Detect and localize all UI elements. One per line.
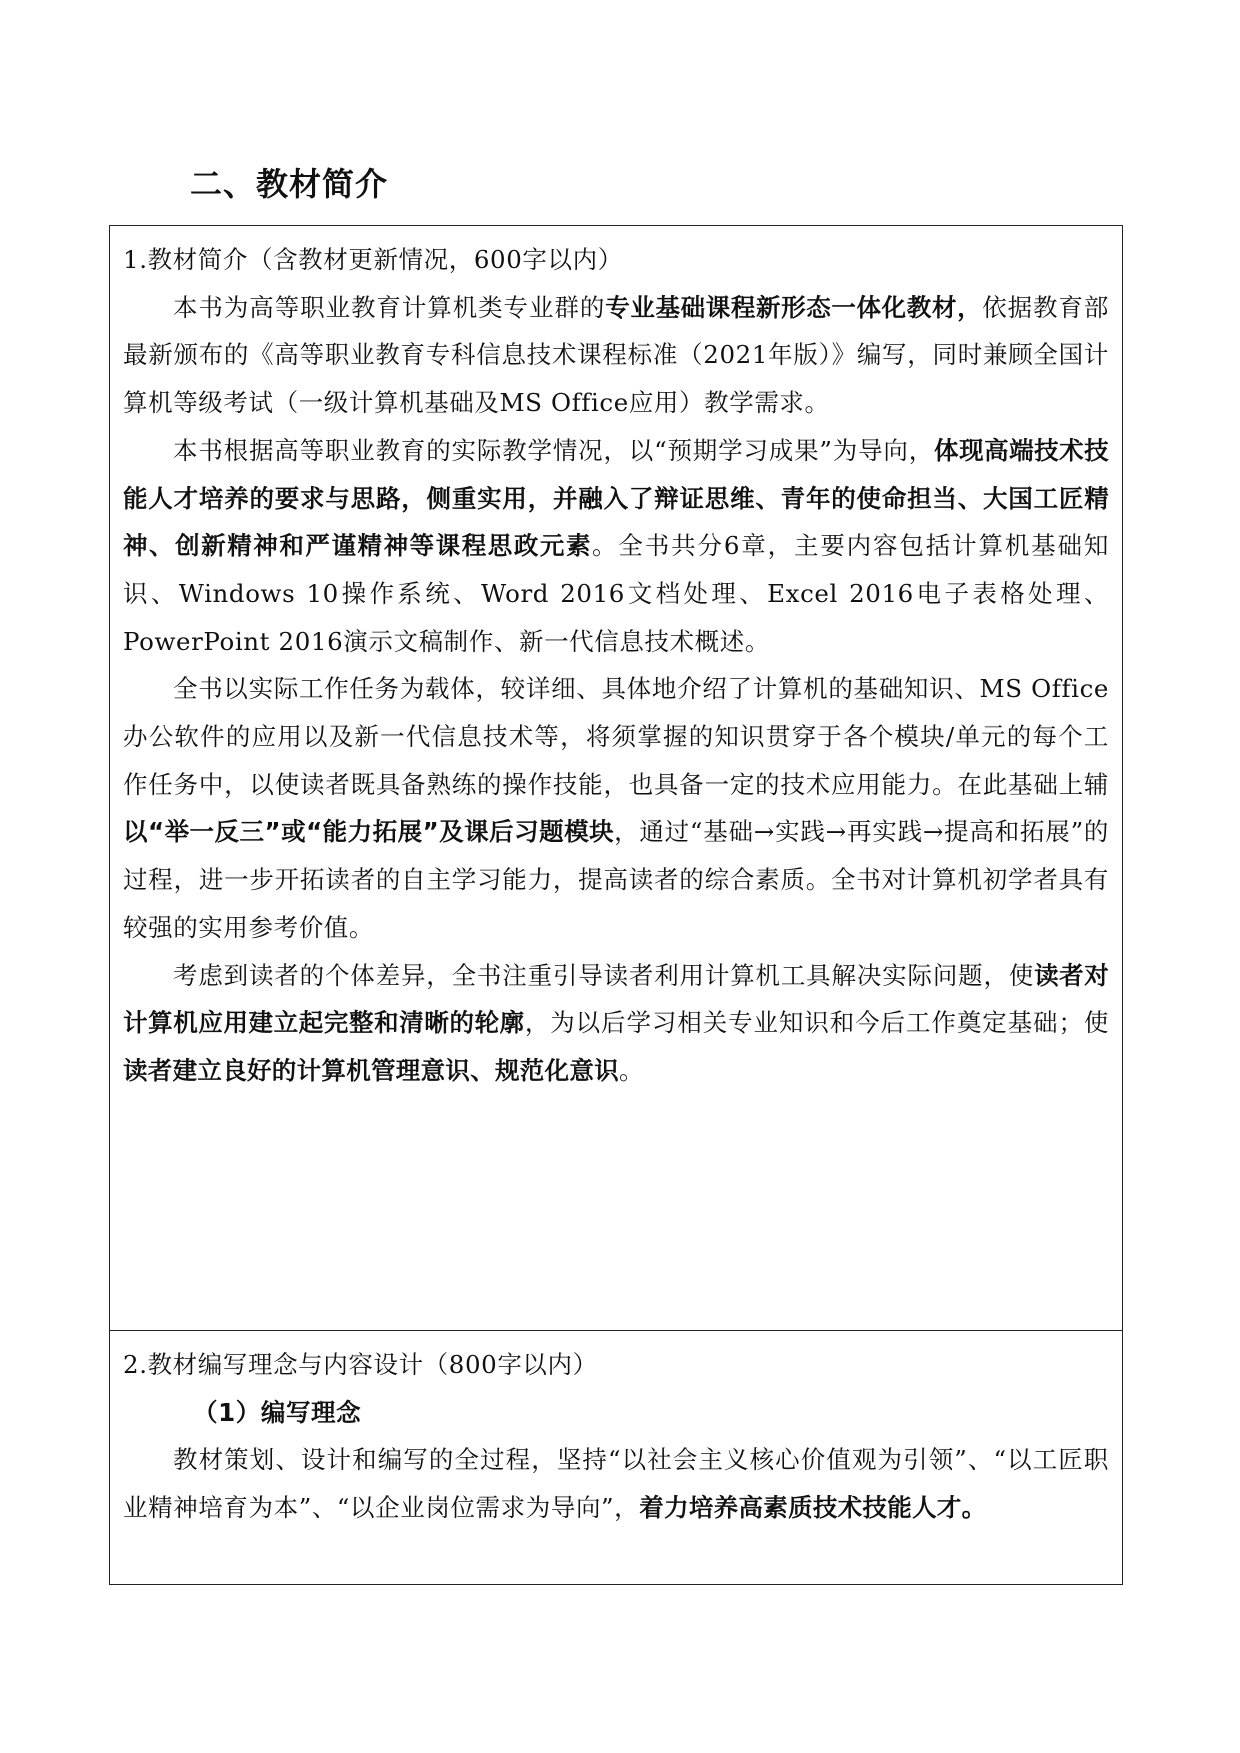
text-run: 。: [619, 1055, 645, 1085]
text-run: 全书以实际工作任务为载体，较详细、具体地介绍了计算机的基础知识、MS Office办公软件的应用以及新一代信息技术等，将须掌握的知识贯穿于各个模块/单元的每个工作任务中，以使读者既具备熟练的操作技能，也具备一定的技术应用能力。在此基础上辅: [123, 674, 1109, 799]
intro-paragraph-3: [123, 665, 1109, 951]
intro-paragraph-2: [123, 427, 1109, 666]
emphasis-text: 读者建立良好的计算机管理意识、规范化意识: [123, 1055, 619, 1085]
text-run: 本书根据高等职业教育的实际教学情况，以“预期学习成果”为导向，: [173, 435, 935, 465]
intro-paragraph-1: [123, 284, 1109, 427]
text-run: 考虑到读者的个体差异，全书注重引导读者利用计算机工具解决实际问题，使: [173, 960, 1035, 990]
text-run: 本书为高等职业教育计算机类专业群的: [173, 292, 606, 322]
emphasis-text: 以“举一反三”或“能力拓展”及课后习题模块: [123, 817, 615, 847]
section-title: 二、教材简介: [190, 165, 389, 203]
design-field-label: 2.教材编写理念与内容设计（800字以内）: [123, 1350, 598, 1379]
intro-cell: [110, 226, 1123, 1331]
intro-field-label: 1.教材简介（含教材更新情况，600字以内）: [123, 245, 623, 274]
text-run: 教材策划、设计和编写的全过程，坚持“以社会主义核心价值观为引领”、“以工匠职业精神培育为本”、“以企业岗位需求为导向”，: [123, 1445, 1109, 1523]
textbook-intro-table: [109, 225, 1123, 1585]
design-cell: [110, 1331, 1123, 1585]
table-row: [110, 1331, 1123, 1585]
intro-paragraph-4: [123, 952, 1109, 1095]
emphasis-text: 读者对计算机应用建立起完整和清晰的轮廓: [123, 960, 1109, 1038]
text-run: ，为以后学习相关专业知识和今后工作奠定基础；使: [524, 1008, 1109, 1038]
design-paragraph-1: [123, 1436, 1109, 1531]
emphasis-text: 专业基础课程新形态一体化教材，: [605, 292, 983, 322]
text-run: ，通过“基础→实践→再实践→提高和拓展”的过程，进一步开拓读者的自主学习能力，提高读者的综合素质。全书对计算机初学者具有较强的实用参考价值。: [123, 817, 1109, 942]
text-run: 。全书共分6章，主要内容包括计算机基础知识、Windows 10操作系统、Word 2016文档处理、Excel 2016电子表格处理、PowerPoint 2016演示文稿制作、新一代信息技术概述。: [123, 531, 1109, 656]
design-subheading: （1）编写理念: [193, 1397, 362, 1427]
emphasis-text: 着力培养高素质技术技能人才。: [639, 1493, 987, 1523]
emphasis-text: 体现高端技术技能人才培养的要求与思路，侧重实用，并融入了辩证思维、青年的使命担当、大国工匠精神、创新精神和严谨精神等课程思政元素: [123, 435, 1109, 561]
table-row: [110, 226, 1123, 1331]
text-run: 依据教育部最新颁布的《高等职业教育专科信息技术课程标准（2021年版）》编写，同时兼顾全国计算机等级考试（一级计算机基础及MS Office应用）教学需求。: [123, 292, 1110, 418]
